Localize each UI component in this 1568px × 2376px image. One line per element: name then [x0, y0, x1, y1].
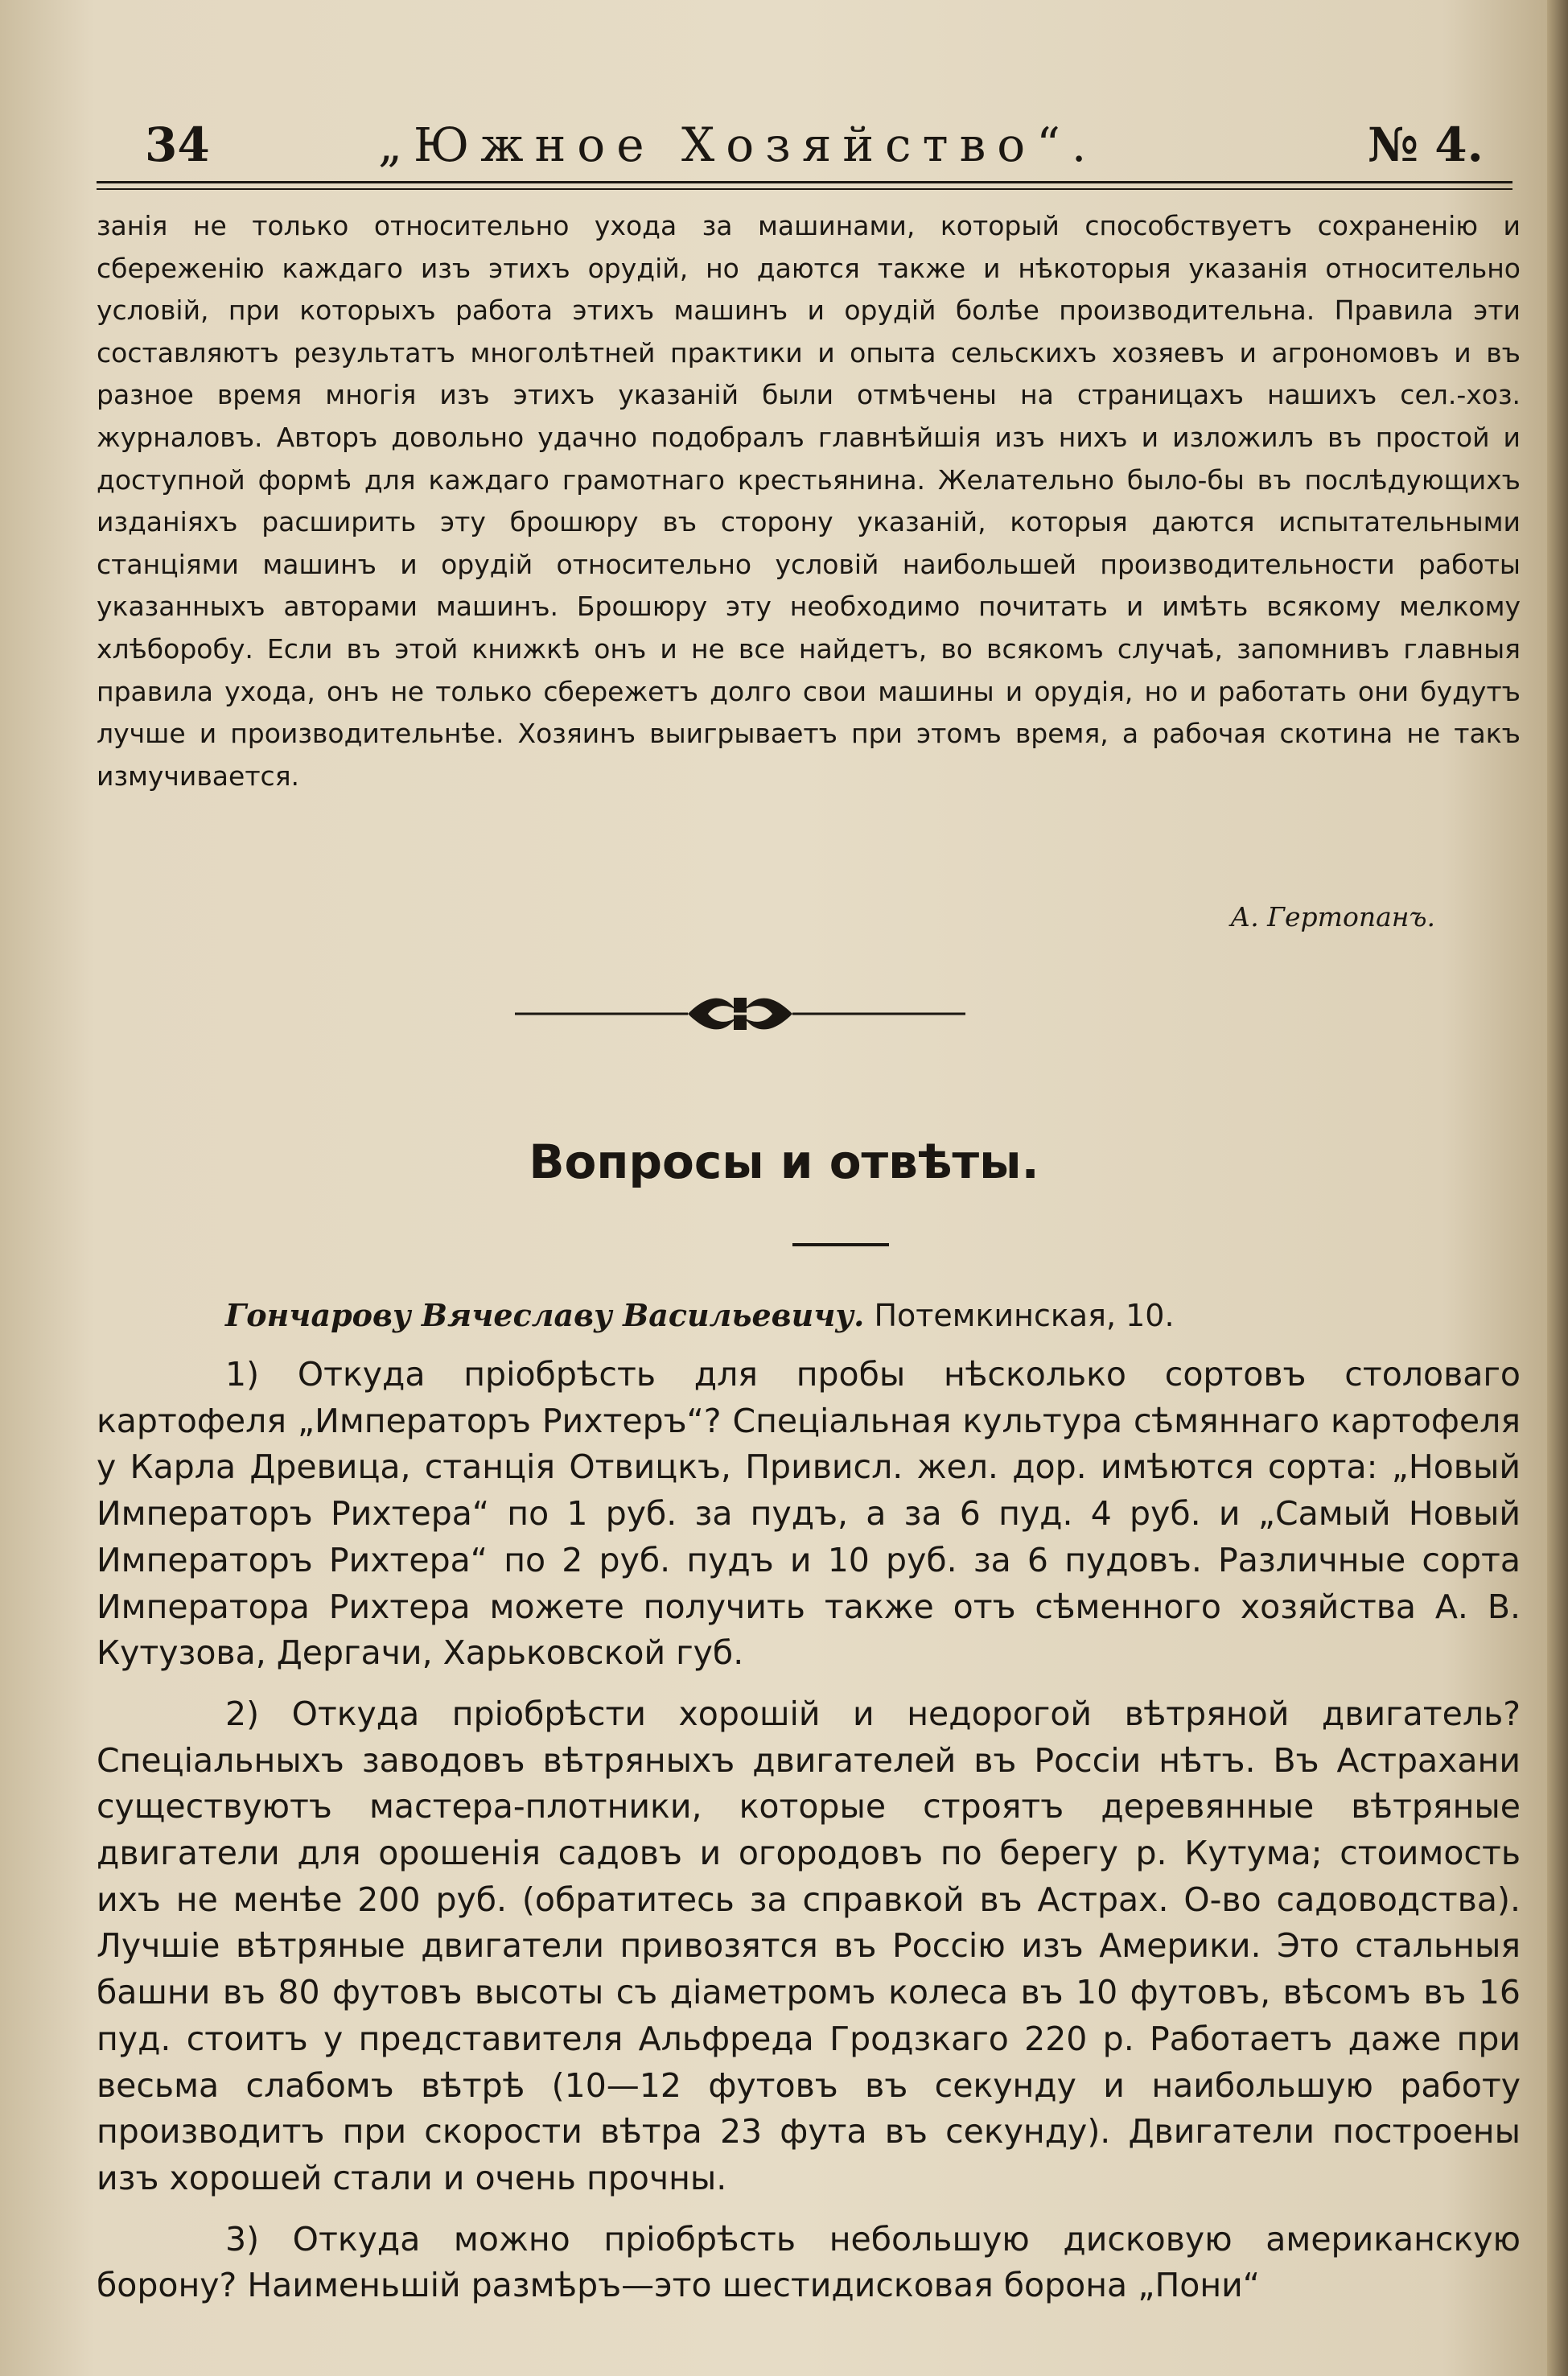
addressee-line [225, 1291, 1432, 1340]
addressee-name: Гончарову Вячеславу Васильевичу. [225, 1297, 865, 1333]
answer-paragraph: 3) Откуда можно пріобрѣсть небольшую дисковую американскую борону? Наименьшій размѣръ—это шестидисковая борона „Пони“ [97, 2219, 1521, 2305]
issue-number: № 4. [1368, 117, 1484, 172]
title-underline [792, 1243, 889, 1246]
section-title: Вопросы и отвѣты. [529, 1134, 1039, 1189]
review-continuation [97, 205, 1521, 797]
answers-list [97, 1352, 1521, 2324]
answer-paragraph: 1) Откуда пріобрѣсть для пробы нѣсколько сортовъ столоваго картофеля „Императоръ Рихтеръ“? Спеціальная культура сѣмяннаго картофеля у Карла Древица, станція Отвицкъ, Привисл. жел. дор. имѣются сорта: „Новый Императоръ Рихтера“ по 1 руб. за пудъ, а за 6 пуд. 4 руб. и „Самый Новый Императоръ Рихтера“ по 2 руб. пудъ и 10 руб. за 6 пудовъ. Различные сорта Императора Рихтера можете получить также отъ сѣменного хозяйства А. В. Кутузова, Дергачи, Харьковской губ. [97, 1355, 1521, 1673]
review-signature: А. Гертопанъ. [1230, 901, 1435, 933]
section-divider-ornament [515, 986, 965, 1042]
answer-paragraph: 2) Откуда пріобрѣсти хорошій и недорогой вѣтряной двигатель? Спеціальныхъ заводовъ вѣтряныхъ двигателей въ Россіи нѣтъ. Въ Астрахани существуютъ мастера-плотники, которые строятъ деревянные вѣтряные двигатели для орошенія садовъ и огородовъ по берегу р. Кутума; стоимость ихъ не менѣе 200 руб. (обратитесь за справкой въ Астрах. О-во садоводства). Лучшіе вѣтряные двигатели привозятся въ Россію изъ Америки. Это стальныя башни въ 80 футовъ высоты съ діаметромъ колеса въ 10 футовъ, вѣсомъ въ 16 пуд. стоитъ у представителя Альфреда Гродзкаго 220 р. Работаетъ даже при весьма слабомъ вѣтрѣ (10—12 футовъ въ секунду и наибольшую работу производитъ при скорости вѣтра 23 фута въ секунду). Двигатели построены изъ хорошей стали и очень прочны. [97, 1694, 1521, 2197]
addressee-place: Потемкинская, 10. [874, 1298, 1175, 1333]
page-number: 34 [145, 117, 210, 172]
review-paragraph: занія не только относительно ухода за машинами, который способствуетъ сохраненію и сбереженію каждаго изъ этихъ орудій, но даются также и нѣкоторыя указанія относительно условій, при которыхъ работа этихъ машинъ и орудій болѣе производительна. Правила эти составляютъ результатъ многолѣтней практики и опыта сельскихъ хозяевъ и агрономовъ и въ разное время многія изъ этихъ указаній были отмѣчены на страницахъ нашихъ сел.-хоз. журналовъ. Авторъ довольно удачно подобралъ главнѣйшія изъ нихъ и изложилъ въ простой и доступной формѣ для каждаго грамотнаго крестьянина. Желательно было-бы въ послѣдующихъ изданіяхъ расширить эту брошюру въ сторону указаній, которыя даются испытательными станціями машинъ и орудій относительно условій наибольшей производительности работы указанныхъ авторами машинъ. Брошюру эту необходимо почитать и имѣть всякому мелкому хлѣборобу. Если въ этой книжкѣ онъ и не все найдетъ, во всякомъ случаѣ, запомнивъ главныя правила ухода, онъ не только сбережетъ долго свои машины и орудія, но и работать они будутъ лучше и производительнѣе. Хозяинъ выигрываетъ при этомъ время, а рабочая скотина не такъ измучивается. [97, 210, 1521, 792]
header-rule [97, 181, 1512, 183]
journal-title: „Южное Хозяйство“. [378, 117, 1098, 172]
running-header [97, 113, 1504, 177]
header-rule-secondary [97, 188, 1512, 190]
